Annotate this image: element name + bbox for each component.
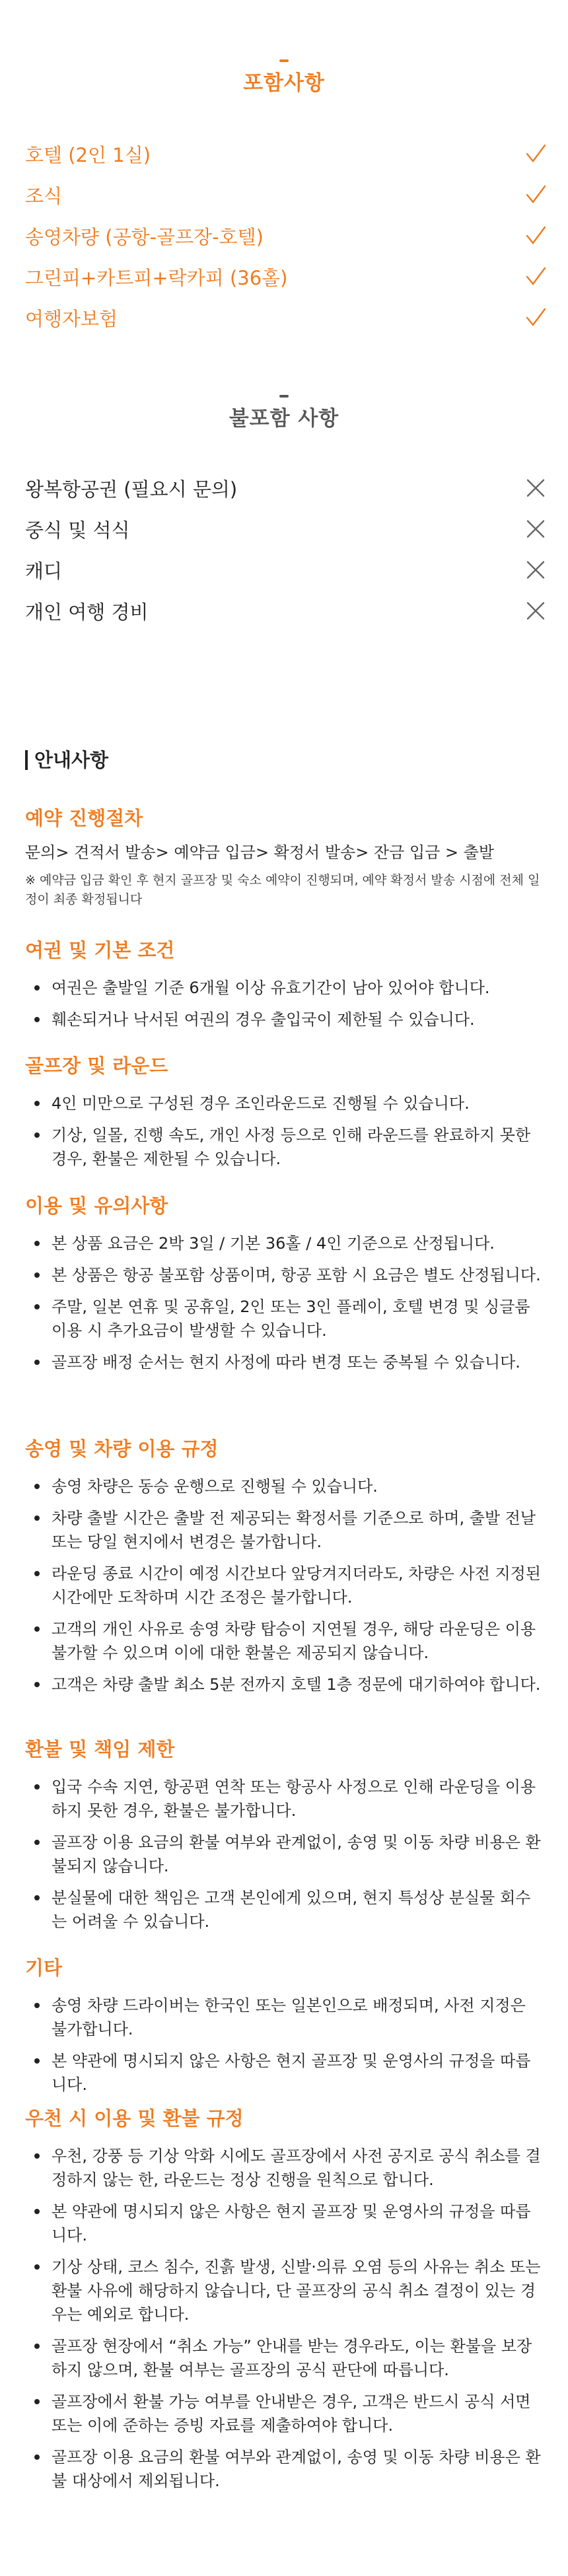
guide-block [25, 1735, 543, 1941]
guide-bullet-item: 송영 차량은 동승 운행으로 진행될 수 있습니다. [52, 1475, 543, 1498]
excluded-section [0, 395, 568, 431]
included-item [25, 174, 547, 215]
guide-bullet-item: 고객의 개인 사유로 송영 차량 탑승이 지연될 경우, 해당 라운딩은 이용 불가할 수 있으며 이에 대한 환불은 제공되지 않습니다. [52, 1617, 543, 1665]
excluded-item-label: 캐디 [25, 559, 63, 582]
excluded-accent-dash [279, 395, 289, 398]
excluded-title: 불포함 사항 [229, 407, 339, 431]
guide-block-heading: 여권 및 기본 조건 [25, 939, 175, 961]
guide-bullet-item: 골프장 배정 순서는 현지 사정에 따라 변경 또는 중복될 수 있습니다. [52, 1350, 543, 1374]
process-flow: 문의> 견적서 발송> 예약금 입금> 확정서 발송> 잔금 입금 > 출발 [25, 843, 495, 862]
guide-block-heading: 송영 및 차량 이용 규정 [25, 1438, 219, 1460]
guide-block-heading: 기타 [25, 1957, 63, 1979]
included-item-label: 송영차량 (공항-골프장-호텔) [25, 225, 264, 248]
guide-bullet-item: 골프장 현장에서 “취소 가능” 안내를 받는 경우라도, 이는 환불을 보장하지 않으며, 환불 여부는 골프장의 공식 판단에 따릅니다. [52, 2334, 543, 2382]
guide-bullet-item: 분실물에 대한 책임은 고객 본인에게 있으며, 현지 특성상 분실물 회수는 어려울 수 있습니다. [52, 1886, 543, 1933]
guide-block-heading: 이용 및 유의사항 [25, 1195, 168, 1217]
guide-bullet-item: 골프장 이용 요금의 환불 여부와 관계없이, 송영 및 이동 차량 비용은 환불 대상에서 제외됩니다. [52, 2445, 543, 2493]
included-item [25, 256, 547, 297]
guide-block-heading: 골프장 및 라운드 [25, 1055, 168, 1077]
x-icon [524, 600, 547, 622]
process-heading: 예약 진행절차 [25, 807, 143, 829]
guide-bullet-list [25, 1475, 543, 1696]
guide-bullet-item: 골프장 이용 요금의 환불 여부와 관계없이, 송영 및 이동 차량 비용은 환불되지 않습니다. [52, 1830, 543, 1878]
guide-bullet-item: 송영 차량 드라이버는 한국인 또는 일본인으로 배정되며, 사전 지정은 불가합니다. [52, 1994, 543, 2041]
guide-bullet-item: 본 상품 요금은 2박 3일 / 기본 36홀 / 4인 기준으로 산정됩니다. [52, 1232, 543, 1255]
excluded-item-label: 개인 여행 경비 [25, 600, 149, 623]
process-block [25, 804, 543, 909]
guide-bullet-item: 본 약관에 명시되지 않은 사항은 현지 골프장 및 운영사의 규정을 따릅니다. [52, 2200, 543, 2247]
guide-block [25, 1051, 543, 1179]
guide-bullet-list [25, 1092, 543, 1171]
guide-block [25, 2104, 543, 2501]
excluded-header [0, 395, 568, 431]
guide-block [25, 1434, 543, 1704]
guide-bullet-item: 훼손되거나 낙서된 여권의 경우 출입국이 제한될 수 있습니다. [52, 1008, 543, 1031]
check-icon [524, 306, 547, 329]
guide-bullet-item: 기상 상태, 코스 침수, 진흙 발생, 신발·의류 오염 등의 사유는 취소 또는 환불 사유에 해당하지 않습니다, 단 골프장의 공식 취소 결정이 있는 경우는 예외로 합니다. [52, 2255, 543, 2326]
excluded-item [25, 549, 547, 590]
included-header [0, 59, 568, 96]
guide-bullet-list [25, 976, 543, 1031]
included-item [25, 133, 547, 174]
guide-bullet-item: 기상, 일몰, 진행 속도, 개인 사정 등으로 인해 라운드를 완료하지 못한 경우, 환불은 제한될 수 있습니다. [52, 1123, 543, 1171]
guide-title: 안내사항 [25, 750, 108, 770]
check-icon [524, 225, 547, 247]
guide-block [25, 1191, 543, 1382]
excluded-item-label: 중식 및 석식 [25, 518, 130, 541]
x-icon [524, 477, 547, 499]
guide-bullet-item: 주말, 일본 연휴 및 공휴일, 2인 또는 3인 플레이, 호텔 변경 및 싱글룸 이용 시 추가요금이 발생할 수 있습니다. [52, 1295, 543, 1342]
included-item-label: 여행자보험 [25, 307, 118, 330]
included-item-label: 호텔 (2인 1실) [25, 143, 151, 166]
included-list [25, 133, 547, 338]
excluded-item [25, 508, 547, 549]
guide-bullet-item: 본 상품은 항공 불포함 상품이며, 항공 포함 시 요금은 별도 산정됩니다. [52, 1263, 543, 1287]
excluded-item [25, 590, 547, 631]
guide-block [25, 936, 543, 1039]
included-item-label: 그린피+카트피+락카피 (36홀) [25, 266, 288, 289]
guide-block-heading: 우천 시 이용 및 환불 규정 [25, 2107, 244, 2130]
guide-bullet-item: 차량 출발 시간은 출발 전 제공되는 확정서를 기준으로 하며, 출발 전날 또는 당일 현지에서 변경은 불가합니다. [52, 1506, 543, 1554]
guide-block [25, 1953, 543, 2105]
included-item-label: 조식 [25, 184, 63, 207]
check-icon [524, 143, 547, 165]
guide-bullet-item: 골프장에서 환불 가능 여부를 안내받은 경우, 고객은 반드시 공식 서면 또는 이에 준하는 증빙 자료를 제출하여야 합니다. [52, 2390, 543, 2437]
guide-bullet-item: 4인 미만으로 구성된 경우 조인라운드로 진행될 수 있습니다. [52, 1092, 543, 1115]
process-note: ※ 예약금 입금 확인 후 현지 골프장 및 숙소 예약이 진행되며, 예약 확정서 발송 시점에 전체 일정이 최종 확정됩니다 [25, 873, 540, 907]
guide-bullet-item: 라운딩 종료 시간이 예정 시간보다 앞당겨지더라도, 차량은 사전 지정된 시간에만 도착하며 시간 조정은 불가합니다. [52, 1562, 543, 1609]
guide-bullet-list [25, 2144, 543, 2493]
x-icon [524, 518, 547, 540]
guide-bullet-item: 고객은 차량 출발 최소 5분 전까지 호텔 1층 정문에 대기하여야 합니다. [52, 1673, 543, 1696]
included-item [25, 297, 547, 338]
included-title: 포함사항 [243, 71, 325, 95]
guide-block-heading: 환불 및 책임 제한 [25, 1738, 175, 1760]
x-icon [524, 559, 547, 581]
excluded-list [25, 468, 547, 631]
guide-bullet-item: 여권은 출발일 기준 6개월 이상 유효기간이 남아 있어야 합니다. [52, 976, 543, 1000]
included-accent-dash [279, 59, 289, 62]
check-icon [524, 265, 547, 288]
guide-bullet-item: 입국 수속 지연, 항공편 연착 또는 항공사 사정으로 인해 라운딩을 이용하지 못한 경우, 환불은 불가합니다. [52, 1775, 543, 1823]
guide-bullet-item: 우천, 강풍 등 기상 악화 시에도 골프장에서 사전 공지로 공식 취소를 결정하지 않는 한, 라운드는 정상 진행을 원칙으로 합니다. [52, 2144, 543, 2192]
excluded-item [25, 468, 547, 508]
included-section [0, 59, 568, 96]
excluded-item-label: 왕복항공권 (필요시 문의) [25, 477, 238, 501]
guide-bullet-list [25, 1232, 543, 1374]
included-item [25, 215, 547, 256]
guide-bullet-list [25, 1775, 543, 1933]
check-icon [524, 184, 547, 206]
guide-bullet-list [25, 1994, 543, 2097]
guide-bullet-item: 본 약관에 명시되지 않은 사항은 현지 골프장 및 운영사의 규정을 따릅니다. [52, 2049, 543, 2097]
